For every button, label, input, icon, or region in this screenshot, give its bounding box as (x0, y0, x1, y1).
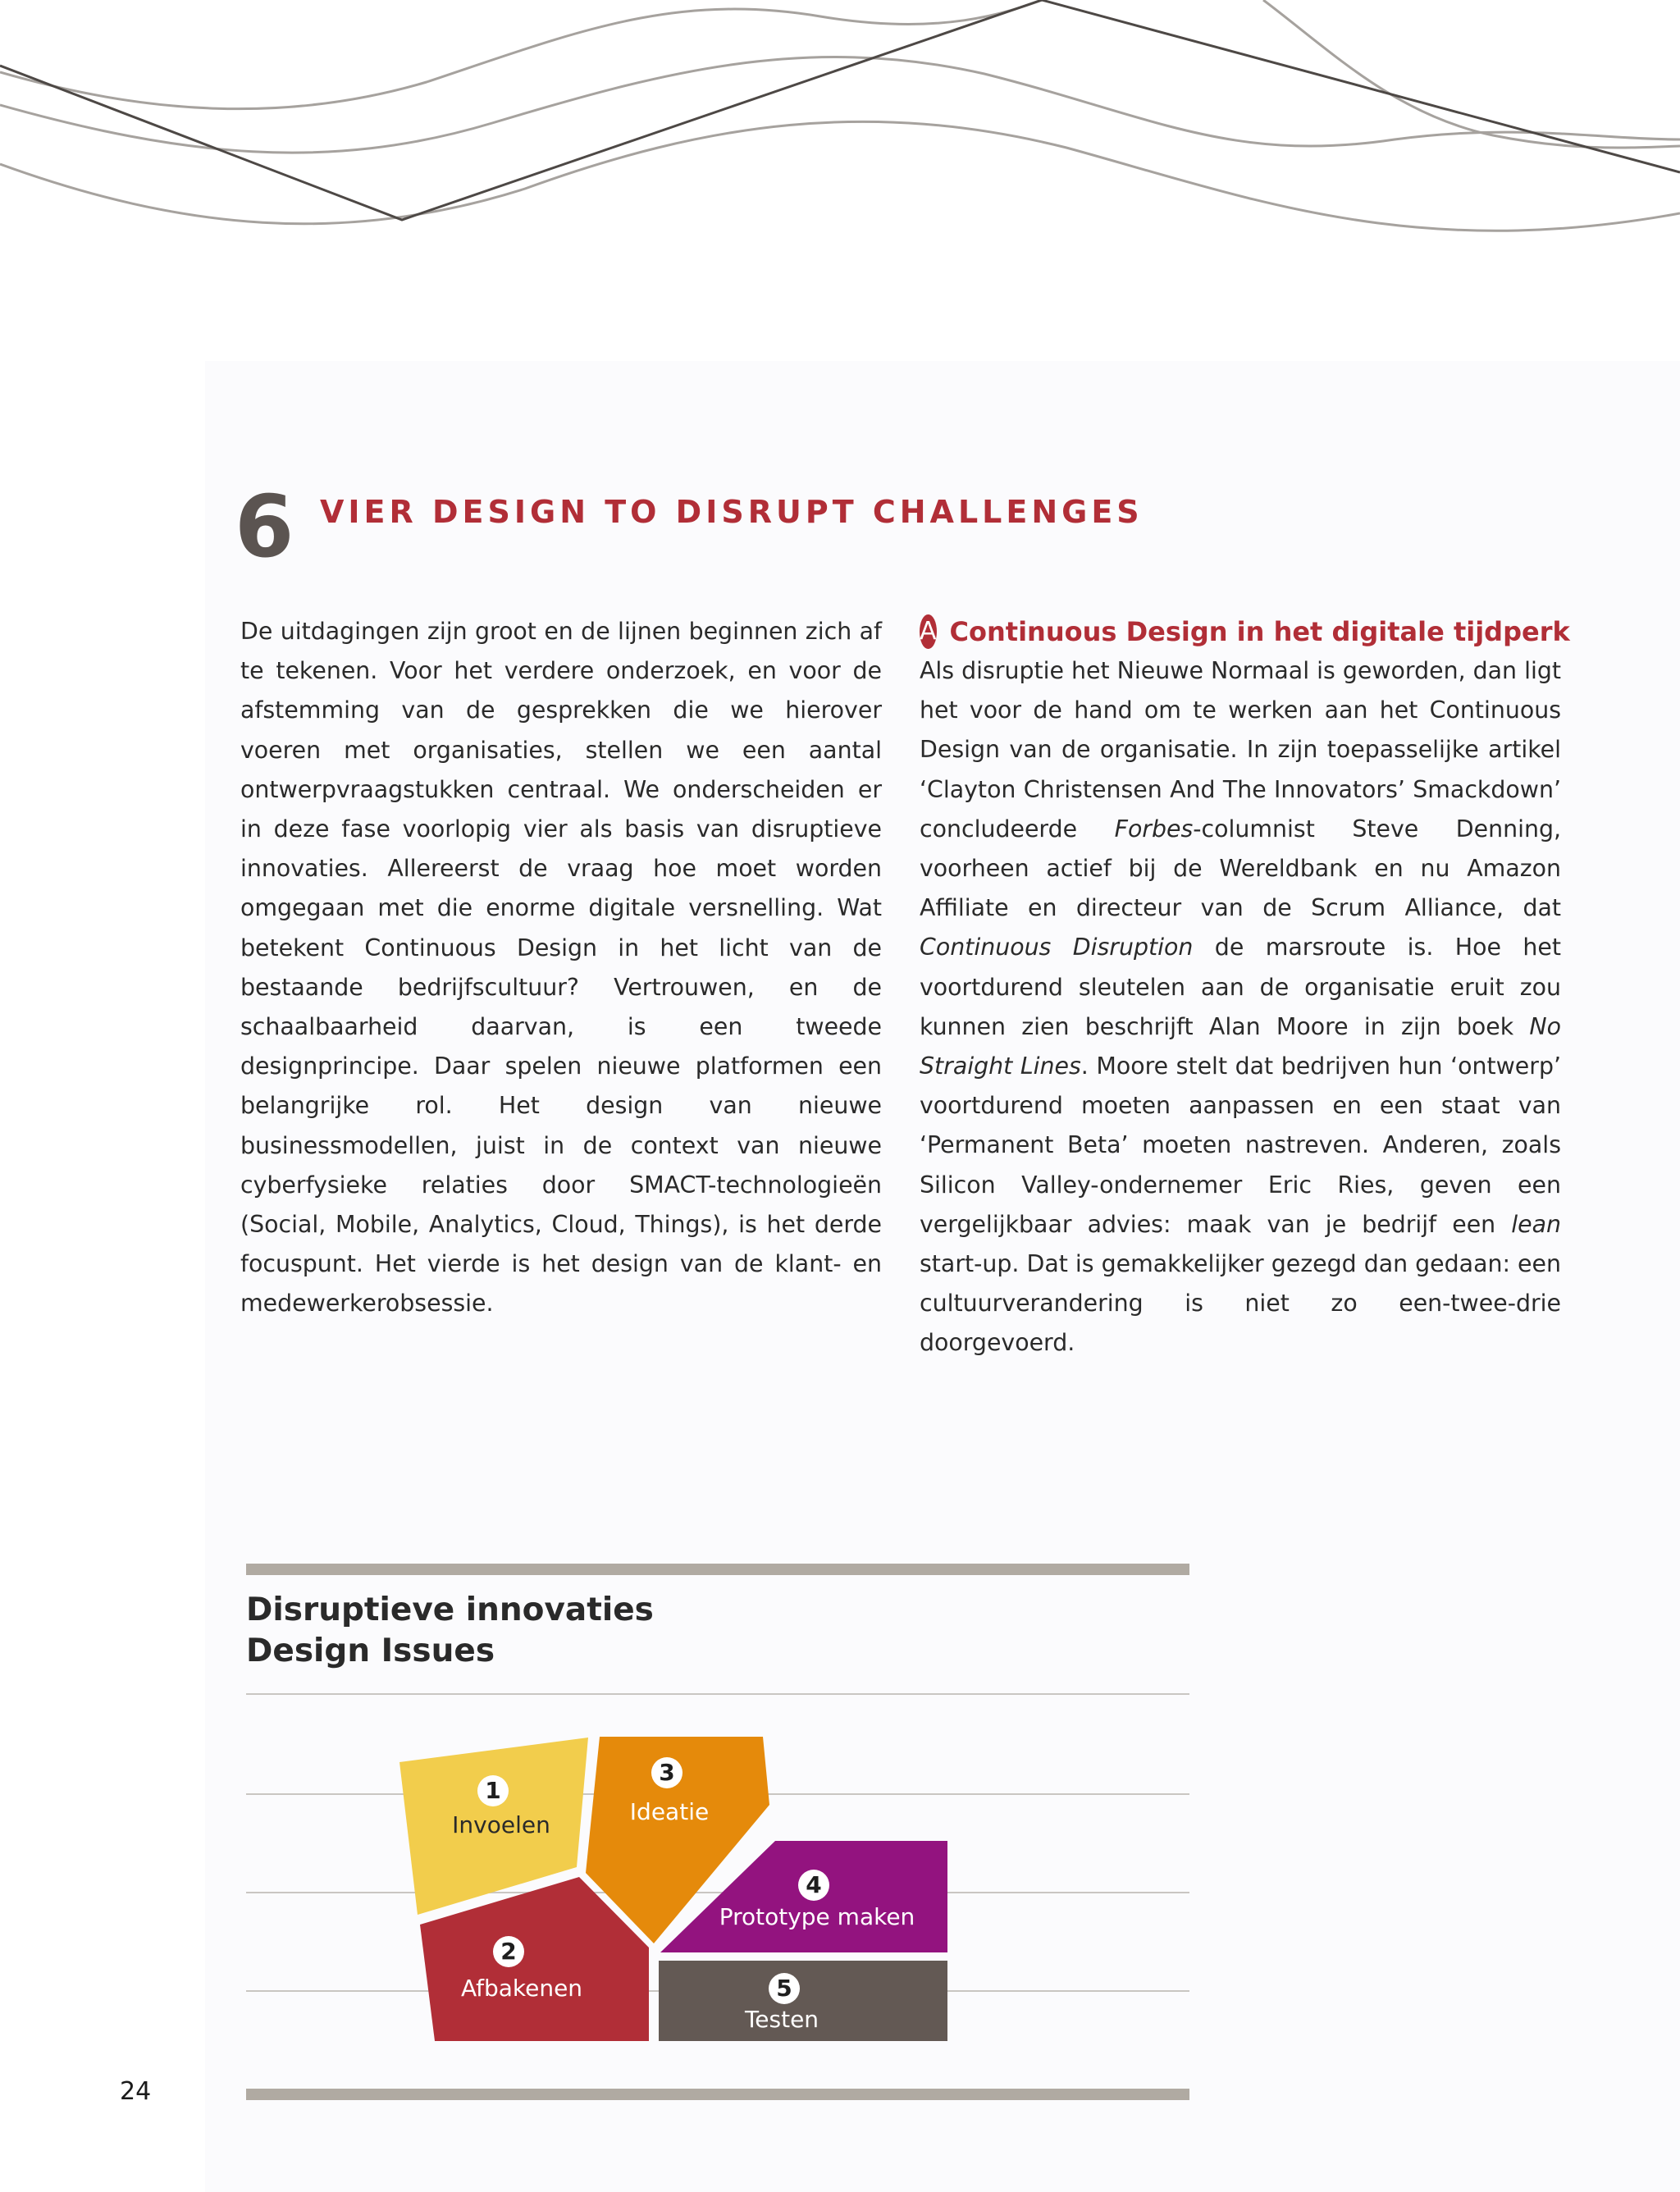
text-run: de marsroute is. Hoe het voortdurend sleutelen aan de organisatie eruit zou kunnen zien beschrijft Alan Moore in zijn boek (920, 934, 1561, 1040)
left-column (240, 612, 882, 1324)
text-run: . Moore stelt dat bedrijven hun ‘ontwerp’ voortdurend moeten aanpassen en een staat van ‘Permanent Beta’ moeten nastreven. Anderen, zoals Silicon Valley-ondernemer Eric Ries, geven een vergelijkbaar advies: maak van je bedrijf een (920, 1053, 1561, 1238)
step-2-number: 2 (493, 1936, 524, 1967)
diagram-bottom-bar (246, 2089, 1189, 2100)
section-heading-text: Continuous Design in het digitale tijdperk (949, 616, 1570, 647)
text-run: Als disruptie het Nieuwe Normaal is geworden, dan ligt het voor de hand om te werken aan het Continuous Design van de organisatie. In zijn toepasselijke artikel ‘Clayton Christensen And The Innovators’ Smackdown’ concludeerde (920, 657, 1561, 843)
right-column (920, 612, 1570, 1363)
step-1-label: Invoelen (452, 1811, 550, 1838)
page-number: 24 (120, 2077, 152, 2106)
chapter-title: VIER DESIGN TO DISRUPT CHALLENGES (320, 494, 1144, 530)
italic-forbes: Forbes (1114, 815, 1194, 843)
step-2-label: Afbakenen (460, 1975, 583, 2002)
decorative-wave-lines (0, 0, 1680, 345)
diagram-title (246, 1590, 984, 1672)
diagram-rule (246, 1693, 1189, 1695)
text-run: -columnist Steve Denning, voorheen actief bij de Wereldbank en nu Amazon Affiliate en directeur van de Scrum Alliance, dat (920, 815, 1562, 922)
chapter-number: 6 (235, 477, 294, 577)
step-4-number: 4 (798, 1870, 829, 1901)
italic-book-title: No Straight Lines (920, 1012, 1561, 1080)
intro-paragraph: De uitdagingen zijn groot en de lijnen beginnen zich af te tekenen. Voor het verdere onderzoek, en voor de afstemming van de gesprekken die we hierover voeren met organisaties, stellen we een aantal ontwerpvraagstukken centraal. We onderscheiden er in deze fase voorlopig vier als basis van disruptieve innovaties. Allereerst de vraag hoe moet worden omgegaan met die enorme digitale versnelling. Wat betekent Continuous Design in het licht van de bestaande bedrijfscultuur? Vertrouwen, en de schaalbaarheid daarvan, is een tweede designprincipe. Daar spelen nieuwe platformen een belangrijke rol. Het design van nieuwe businessmodellen, juist in de context van nieuwe cyberfysieke relaties door SMACT-technologieën (Social, Mobile, Analytics, Cloud, Things), is het derde focuspunt. Het vierde is het design van de klant- en medewerkerobsessie. (240, 618, 882, 1317)
diagram-rule (246, 1892, 1189, 1893)
step-5-number: 5 (769, 1973, 800, 2004)
section-badge: A (920, 614, 937, 649)
italic-continuous-disruption: Continuous Disruption (920, 934, 1194, 961)
italic-lean: lean (1511, 1210, 1561, 1238)
section-paragraph (920, 651, 1561, 1363)
section-heading (920, 612, 1570, 651)
diagram-title-line2: Design Issues (246, 1633, 495, 1669)
text-run: start-up. Dat is gemakkelijker gezegd dan gedaan: een cultuurverandering is niet zo een-twee-drie doorgevoerd. (920, 1250, 1561, 1357)
step-3-number: 3 (651, 1757, 682, 1788)
diagram-top-bar (246, 1564, 1189, 1575)
step-4-label: Prototype maken (719, 1903, 915, 1930)
diagram-title-line1: Disruptieve innovaties (246, 1591, 654, 1628)
step-1-number: 1 (477, 1775, 509, 1806)
step-3-label: Ideatie (629, 1798, 710, 1825)
step-5-label: Testen (744, 2006, 819, 2033)
